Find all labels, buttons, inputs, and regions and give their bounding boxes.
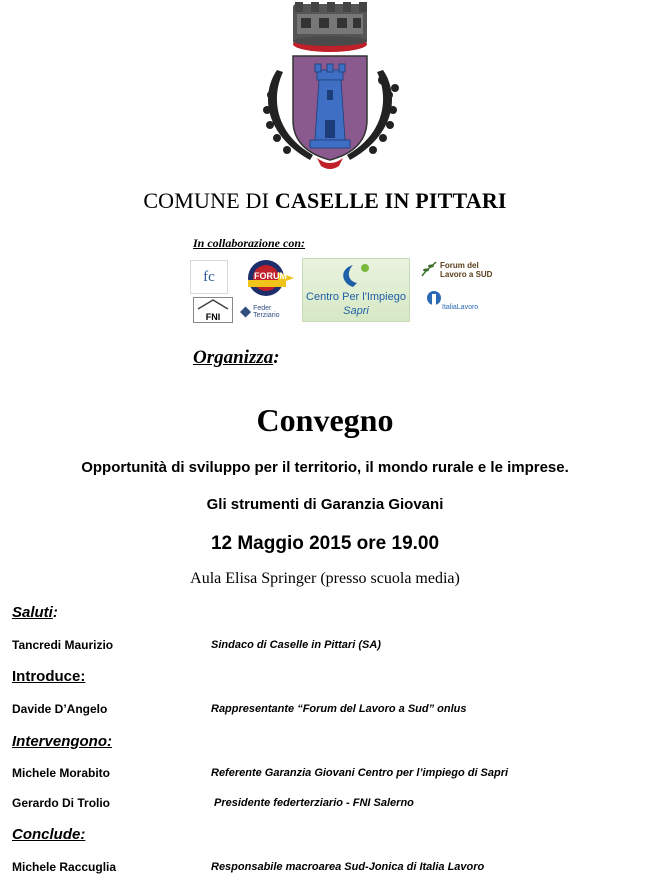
- italia-lavoro-logo-text: ItaliaLavoro: [442, 304, 479, 311]
- speaker-name: Michele Raccuglia: [12, 860, 117, 874]
- organizer-heading-label: Organizza: [193, 347, 274, 368]
- event-subtitle-2: Gli strumenti di Garanzia Giovani: [206, 496, 444, 513]
- centro-impiego-logo: [302, 258, 410, 322]
- municipality-name: CASELLE IN PITTARI: [274, 188, 507, 213]
- intervengono-heading: Intervengono:: [12, 733, 112, 750]
- speaker-role: Sindaco di Caselle in Pittari (SA): [211, 639, 381, 651]
- collaboration-label: In collaborazione con:: [193, 236, 306, 250]
- italia-lavoro-icon: [426, 290, 442, 314]
- federterziario-logo-text: Feder Terziario: [253, 305, 280, 319]
- saluti-heading-colon: :: [52, 604, 58, 621]
- speaker-role: Rappresentante “Forum del Lavoro a Sud” onlus: [211, 703, 467, 715]
- speaker-name: Tancredi Maurizio: [12, 638, 114, 652]
- coat-of-arms: [255, 0, 405, 175]
- speaker-role: Referente Garanzia Giovani Centro per l’impiego di Sapri: [211, 767, 509, 779]
- fni-logo: [193, 297, 233, 323]
- speaker-role: Presidente federterziario - FNI Salerno: [214, 797, 414, 809]
- event-date: 12 Maggio 2015 ore 19.00: [210, 533, 440, 554]
- conclude-heading: Conclude:: [12, 826, 86, 843]
- forum-logo-text: FORUM: [254, 271, 287, 281]
- italia-lavoro-logo: [424, 290, 500, 318]
- cpi-logo-line2: Sapri: [343, 305, 369, 317]
- forum-logo: [240, 258, 296, 298]
- speaker-role: Responsabile macroarea Sud-Jonica di Italia Lavoro: [211, 861, 485, 873]
- cpi-swirl-icon: [303, 261, 411, 291]
- speaker-name: Gerardo Di Trolio: [12, 796, 111, 810]
- organizer-heading-colon: :: [273, 347, 280, 368]
- crown-icon: [293, 2, 367, 52]
- introduce-heading: Introduce:: [12, 668, 86, 685]
- cpi-logo-line1: Centro Per l'Impiego: [306, 291, 406, 303]
- municipality-title: [0, 188, 650, 214]
- fc-logo-text: fc: [203, 268, 215, 285]
- organizer-heading: [193, 347, 280, 369]
- municipality-title-prefix: COMUNE DI: [143, 188, 270, 213]
- saluti-heading-label: Saluti: [12, 604, 53, 621]
- forum-sud-logo-text: Forum del Lavoro a SUD: [440, 261, 493, 279]
- event-venue: Aula Elisa Springer (presso scuola media): [190, 570, 460, 587]
- event-title: Convegno: [256, 402, 394, 438]
- fni-logo-text: FNI: [205, 312, 221, 322]
- fc-logo: [190, 260, 228, 294]
- speaker-name: Michele Morabito: [12, 766, 111, 780]
- saluti-heading: [12, 604, 58, 621]
- diamond-icon: [240, 306, 251, 318]
- speaker-name: Davide D’Angelo: [12, 702, 108, 716]
- house-icon: [194, 298, 232, 310]
- forum-lavoro-sud-logo: [420, 258, 502, 284]
- coat-of-arms-icon: [255, 0, 405, 175]
- olive-branch-icon: [420, 260, 438, 278]
- event-subtitle: Opportunità di sviluppo per il territorio, il mondo rurale e le imprese.: [81, 459, 569, 476]
- federterziario-logo: [240, 304, 296, 320]
